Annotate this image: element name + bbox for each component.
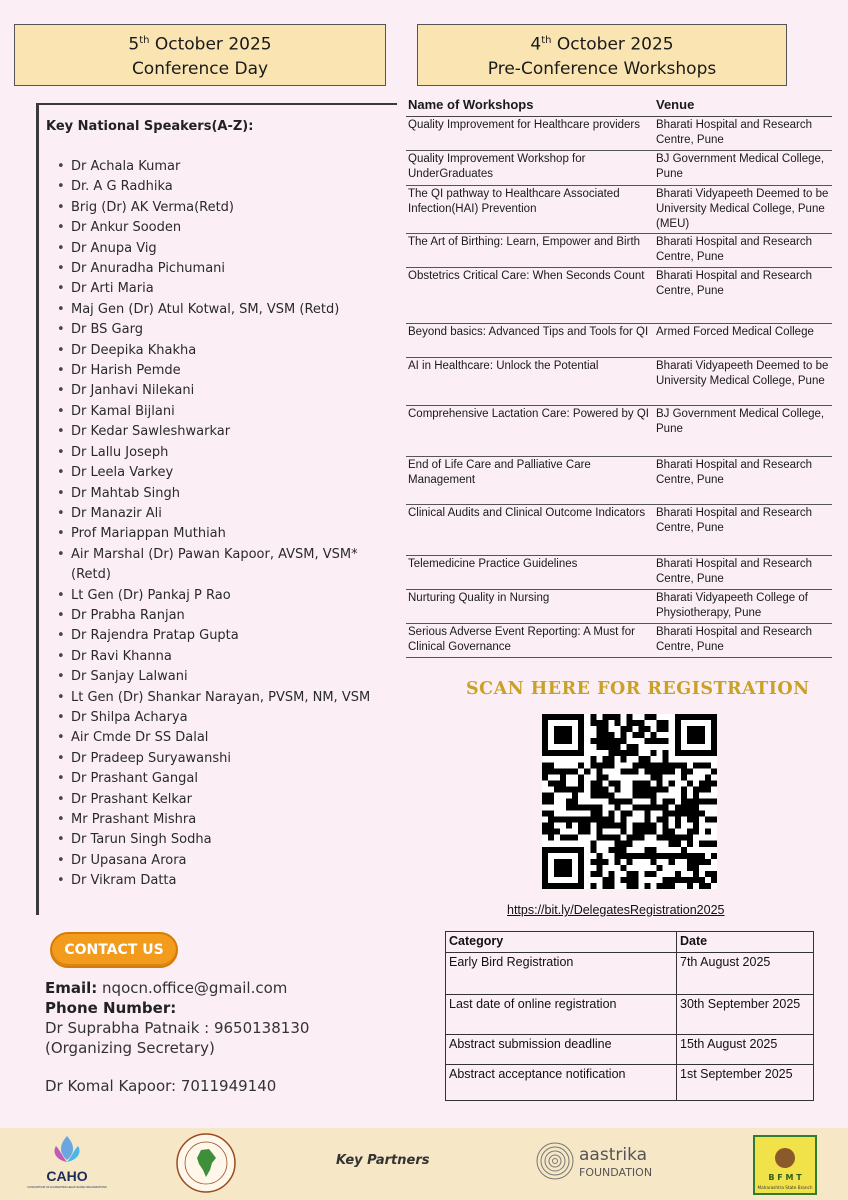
date-value: 15th August 2025 — [677, 1035, 814, 1065]
speaker-item: • Dr Vikram Datta — [57, 871, 387, 891]
workshop-venue: Bharati Vidyapeeth Deemed to be University Medical College, Pune (MEU) — [654, 186, 832, 234]
speaker-item: • Air Cmde Dr SS Dalal — [57, 728, 387, 748]
workshop-venue: Bharati Hospital and Research Centre, Pune — [654, 457, 832, 505]
speaker-item: • Dr Mahtab Singh — [57, 484, 387, 504]
workshop-name: The Art of Birthing: Learn, Empower and Birth — [406, 234, 654, 268]
conference-date: 5th October 2025 — [128, 34, 272, 55]
speaker-item: • Dr Achala Kumar — [57, 157, 387, 177]
email-label: Email: — [45, 979, 98, 997]
partners-footer — [0, 1128, 848, 1200]
workshop-venue: BJ Government Medical College, Pune — [654, 151, 832, 186]
speaker-item: • Dr Tarun Singh Sodha — [57, 830, 387, 850]
workshop-row — [406, 556, 832, 590]
caho-text: CAHO — [46, 1168, 88, 1184]
speaker-item: • Dr Kedar Sawleshwarkar — [57, 422, 387, 442]
date-value: 7th August 2025 — [677, 953, 814, 995]
conference-day-header — [14, 24, 386, 86]
workshop-venue: Bharati Hospital and Research Centre, Pune — [654, 268, 832, 324]
workshop-row — [406, 457, 832, 505]
workshop-name: Quality Improvement Workshop for UnderGraduates — [406, 151, 654, 186]
speaker-item: • Dr Pradeep Suryawanshi — [57, 749, 387, 769]
speakers-heading: Key National Speakers(A-Z): — [46, 119, 254, 134]
date-category: Abstract acceptance notification — [446, 1065, 677, 1101]
speaker-item: • Dr. A G Radhika — [57, 177, 387, 197]
speaker-item: • Dr Prabha Ranjan — [57, 606, 387, 626]
speaker-item: • Dr Shilpa Acharya — [57, 708, 387, 728]
date-category: Last date of online registration — [446, 995, 677, 1035]
workshop-row — [406, 505, 832, 556]
date-value: 30th September 2025 — [677, 995, 814, 1035]
speaker-item: • Dr Deepika Khakha — [57, 341, 387, 361]
category-header: Category — [446, 932, 677, 953]
speaker-item: • Lt Gen (Dr) Pankaj P Rao — [57, 586, 387, 606]
workshop-venue-header: Venue — [654, 96, 832, 117]
workshop-name: Serious Adverse Event Reporting: A Must for Clinical Governance — [406, 624, 654, 658]
speakers-panel — [36, 103, 397, 915]
phone-contact-1-role: (Organizing Secretary) — [45, 1039, 215, 1057]
aastrika-logo — [535, 1138, 663, 1184]
speaker-item: • Dr Prashant Kelkar — [57, 790, 387, 810]
workshop-name: AI in Healthcare: Unlock the Potential — [406, 358, 654, 406]
phone-label: Phone Number: — [45, 999, 177, 1017]
workshop-name: Comprehensive Lactation Care: Powered by QI — [406, 406, 654, 457]
speaker-item: • Dr Manazir Ali — [57, 504, 387, 524]
caho-tagline: CONSORTIUM OF ACCREDITED HEALTHCARE ORGANIZATIONS — [27, 1186, 107, 1189]
speaker-item: • Dr Harish Pemde — [57, 361, 387, 381]
workshop-venue: Bharati Vidyapeeth College of Physiotherapy, Pune — [654, 590, 832, 624]
bfmt-logo — [750, 1134, 820, 1196]
workshop-row — [406, 590, 832, 624]
workshop-name: The QI pathway to Healthcare Associated Infection(HAI) Prevention — [406, 186, 654, 234]
workshop-venue: Armed Forced Medical College — [654, 324, 832, 358]
speaker-item: • Dr Prashant Gangal — [57, 769, 387, 789]
scan-heading: SCAN HERE FOR REGISTRATION — [466, 679, 810, 699]
speaker-item: • Dr Lallu Joseph — [57, 443, 387, 463]
workshop-venue: Bharati Hospital and Research Centre, Pune — [654, 234, 832, 268]
date-header: Date — [677, 932, 814, 953]
workshop-name: Telemedicine Practice Guidelines — [406, 556, 654, 590]
date-row — [446, 1065, 814, 1101]
workshop-row — [406, 186, 832, 234]
key-partners-label: Key Partners — [336, 1153, 430, 1168]
workshop-venue: Bharati Hospital and Research Centre, Pune — [654, 556, 832, 590]
workshop-row — [406, 324, 832, 358]
speaker-item: • Dr Sanjay Lalwani — [57, 667, 387, 687]
speaker-item: • Dr Arti Maria — [57, 279, 387, 299]
speaker-list — [57, 157, 387, 892]
aastrika-name: aastrika — [579, 1145, 648, 1165]
conference-day-title: Conference Day — [131, 58, 269, 79]
workshop-name: Quality Improvement for Healthcare providers — [406, 117, 654, 151]
registration-link[interactable]: https://bit.ly/DelegatesRegistration2025 — [507, 903, 725, 917]
phone-contact-1: Dr Suprabha Patnaik : 9650138130 — [45, 1019, 310, 1037]
speaker-item: • Brig (Dr) AK Verma(Retd) — [57, 198, 387, 218]
caho-logo — [27, 1132, 107, 1192]
workshop-venue: Bharati Hospital and Research Centre, Pune — [654, 505, 832, 556]
workshop-venue: Bharati Hospital and Research Centre, Pune — [654, 624, 832, 658]
workshop-row — [406, 117, 832, 151]
bfmt-text: B F M T — [768, 1173, 802, 1182]
speaker-item: • Dr Rajendra Pratap Gupta — [57, 626, 387, 646]
workshop-row — [406, 624, 832, 658]
workshop-name: Clinical Audits and Clinical Outcome Indicators — [406, 505, 654, 556]
speaker-item: • Dr Anupa Vig — [57, 239, 387, 259]
workshop-venue: BJ Government Medical College, Pune — [654, 406, 832, 457]
phone-contact-2: Dr Komal Kapoor: 7011949140 — [45, 1077, 277, 1095]
workshop-date: 4th October 2025 — [530, 34, 674, 55]
date-category: Early Bird Registration — [446, 953, 677, 995]
registration-qr-code[interactable] — [542, 714, 717, 889]
workshop-row — [406, 234, 832, 268]
contact-us-button[interactable]: CONTACT US — [50, 932, 178, 968]
speaker-item: • Mr Prashant Mishra — [57, 810, 387, 830]
speaker-item: • Lt Gen (Dr) Shankar Narayan, PVSM, NM, VSM — [57, 688, 387, 708]
workshop-row — [406, 268, 832, 324]
aastrika-sub: FOUNDATION — [579, 1166, 653, 1179]
workshop-day-header — [417, 24, 787, 86]
speaker-item: • Dr Upasana Arora — [57, 851, 387, 871]
date-row — [446, 1035, 814, 1065]
speaker-item: • Dr Leela Varkey — [57, 463, 387, 483]
bfmt-sub: Maharashtra State Branch — [757, 1185, 813, 1190]
workshop-venue: Bharati Hospital and Research Centre, Pune — [654, 117, 832, 151]
speaker-item: • Maj Gen (Dr) Atul Kotwal, SM, VSM (Retd) — [57, 300, 387, 320]
workshop-day-title: Pre-Conference Workshops — [487, 58, 717, 79]
speaker-item: • Dr Janhavi Nilekani — [57, 381, 387, 401]
date-value: 1st September 2025 — [677, 1065, 814, 1101]
speaker-item: • Air Marshal (Dr) Pawan Kapoor, AVSM, VSM* (Retd) — [57, 545, 387, 586]
speaker-item: • Dr Kamal Bijlani — [57, 402, 387, 422]
date-category: Abstract submission deadline — [446, 1035, 677, 1065]
workshop-name: Beyond basics: Advanced Tips and Tools for QI — [406, 324, 654, 358]
workshop-name: Obstetrics Critical Care: When Seconds Count — [406, 268, 654, 324]
workshop-name: Nurturing Quality in Nursing — [406, 590, 654, 624]
important-dates-table — [445, 931, 814, 1101]
speaker-item: • Dr Ankur Sooden — [57, 218, 387, 238]
workshop-name-header: Name of Workshops — [406, 96, 654, 117]
workshop-row — [406, 358, 832, 406]
workshop-venue: Bharati Vidyapeeth Deemed to be University Medical College, Pune — [654, 358, 832, 406]
society-seal-logo — [175, 1132, 237, 1194]
date-row — [446, 995, 814, 1035]
workshop-name: End of Life Care and Palliative Care Management — [406, 457, 654, 505]
speaker-item: • Dr Ravi Khanna — [57, 647, 387, 667]
workshops-table — [406, 96, 832, 658]
speaker-item: • Prof Mariappan Muthiah — [57, 524, 387, 544]
contact-info — [45, 978, 309, 1096]
email-value[interactable]: nqocn.office@gmail.com — [97, 979, 288, 997]
workshop-row — [406, 406, 832, 457]
workshop-row — [406, 151, 832, 186]
speaker-item: • Dr BS Garg — [57, 320, 387, 340]
speaker-item: • Dr Anuradha Pichumani — [57, 259, 387, 279]
date-row — [446, 953, 814, 995]
